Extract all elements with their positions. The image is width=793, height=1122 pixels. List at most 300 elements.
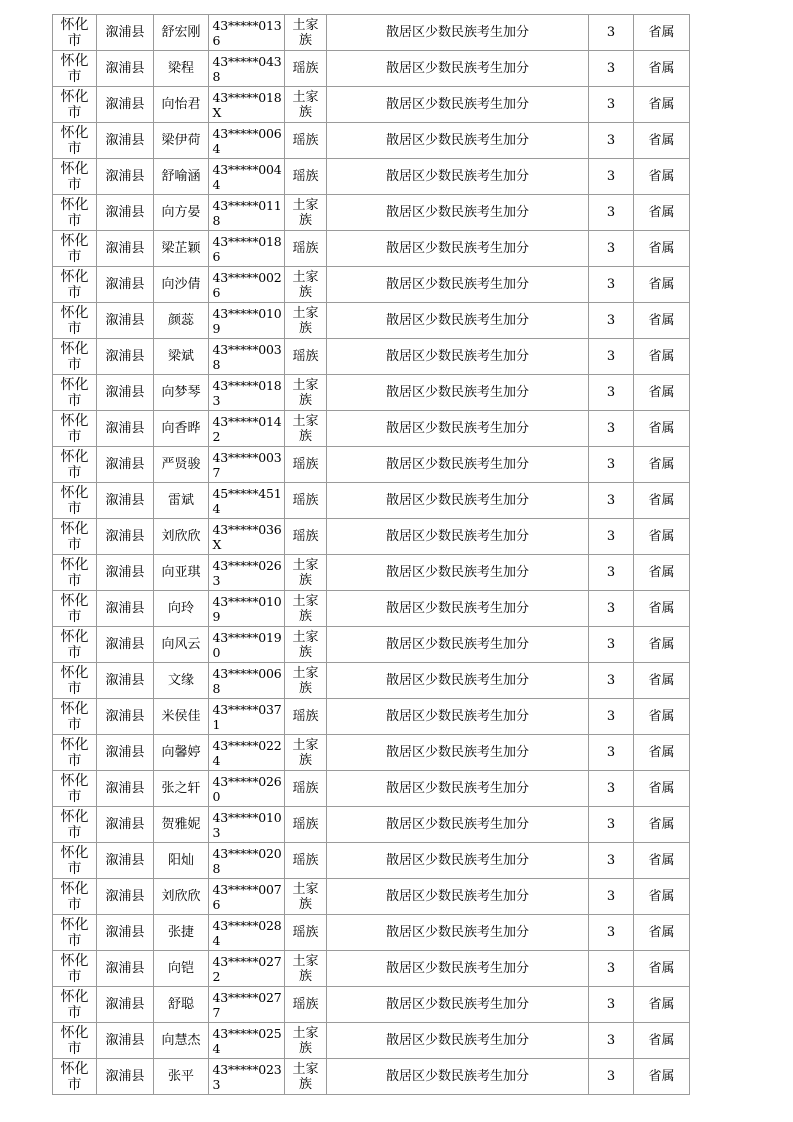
county-cell: 溆浦县 (97, 627, 154, 663)
reason-cell: 散居区少数民族考生加分 (327, 15, 589, 51)
id-number-cell-text: 43*****0371 (212, 701, 282, 732)
id-number-cell (209, 51, 285, 87)
points-cell: 3 (589, 735, 634, 771)
ethnicity-cell (285, 735, 327, 771)
id-number-cell (209, 807, 285, 843)
ethnicity-cell-text: 土家族 (292, 737, 319, 768)
county-cell: 溆浦县 (97, 159, 154, 195)
level-cell: 省属 (634, 699, 690, 735)
table-row (53, 339, 690, 375)
city-cell-text: 怀化市 (60, 665, 89, 697)
city-cell (53, 843, 97, 879)
table-row (53, 879, 690, 915)
name-cell: 向馨婷 (154, 735, 209, 771)
ethnicity-cell (285, 267, 327, 303)
id-number-cell (209, 771, 285, 807)
county-cell: 溆浦县 (97, 123, 154, 159)
table-row (53, 411, 690, 447)
city-cell-text: 怀化市 (60, 629, 89, 661)
points-cell: 3 (589, 699, 634, 735)
city-cell (53, 447, 97, 483)
county-cell: 溆浦县 (97, 699, 154, 735)
table-row (53, 591, 690, 627)
city-cell-text: 怀化市 (60, 449, 89, 481)
city-cell-text: 怀化市 (60, 17, 89, 49)
city-cell (53, 915, 97, 951)
ethnicity-cell (285, 807, 327, 843)
bonus-points-table (52, 14, 690, 1095)
points-cell: 3 (589, 447, 634, 483)
ethnicity-cell (285, 663, 327, 699)
id-number-cell-text: 43*****0044 (212, 161, 282, 192)
city-cell-text: 怀化市 (60, 269, 89, 301)
id-number-cell-text: 43*****0263 (212, 557, 282, 588)
points-cell: 3 (589, 87, 634, 123)
ethnicity-cell-text: 瑶族 (292, 817, 319, 832)
county-cell: 溆浦县 (97, 735, 154, 771)
table-row (53, 267, 690, 303)
id-number-cell (209, 483, 285, 519)
id-number-cell (209, 591, 285, 627)
city-cell (53, 771, 97, 807)
points-cell: 3 (589, 1023, 634, 1059)
city-cell-text: 怀化市 (60, 413, 89, 445)
table-row (53, 375, 690, 411)
city-cell-text: 怀化市 (60, 845, 89, 877)
level-cell: 省属 (634, 1023, 690, 1059)
ethnicity-cell (285, 15, 327, 51)
ethnicity-cell-text: 瑶族 (292, 529, 319, 544)
points-cell: 3 (589, 879, 634, 915)
ethnicity-cell-text: 土家族 (292, 1025, 319, 1056)
level-cell: 省属 (634, 231, 690, 267)
county-cell: 溆浦县 (97, 87, 154, 123)
ethnicity-cell-text: 瑶族 (292, 349, 319, 364)
points-cell: 3 (589, 915, 634, 951)
city-cell (53, 699, 97, 735)
reason-cell: 散居区少数民族考生加分 (327, 87, 589, 123)
name-cell: 梁斌 (154, 339, 209, 375)
ethnicity-cell (285, 51, 327, 87)
city-cell (53, 51, 97, 87)
city-cell-text: 怀化市 (60, 377, 89, 409)
ethnicity-cell (285, 159, 327, 195)
id-number-cell-text: 43*****0037 (212, 449, 282, 480)
id-number-cell (209, 447, 285, 483)
name-cell: 米侯佳 (154, 699, 209, 735)
city-cell (53, 231, 97, 267)
city-cell (53, 195, 97, 231)
table-row (53, 735, 690, 771)
name-cell: 向方晏 (154, 195, 209, 231)
city-cell-text: 怀化市 (60, 233, 89, 265)
county-cell: 溆浦县 (97, 51, 154, 87)
id-number-cell-text: 43*****0233 (212, 1061, 282, 1092)
id-number-cell-text: 43*****0224 (212, 737, 282, 768)
name-cell: 刘欣欣 (154, 879, 209, 915)
city-cell-text: 怀化市 (60, 161, 89, 193)
table-row (53, 231, 690, 267)
city-cell-text: 怀化市 (60, 701, 89, 733)
county-cell: 溆浦县 (97, 771, 154, 807)
reason-cell: 散居区少数民族考生加分 (327, 627, 589, 663)
name-cell: 向风云 (154, 627, 209, 663)
reason-cell: 散居区少数民族考生加分 (327, 555, 589, 591)
id-number-cell-text: 43*****0076 (212, 881, 282, 912)
ethnicity-cell-text: 土家族 (292, 89, 319, 120)
level-cell: 省属 (634, 735, 690, 771)
points-cell: 3 (589, 483, 634, 519)
level-cell: 省属 (634, 51, 690, 87)
points-cell: 3 (589, 51, 634, 87)
city-cell (53, 555, 97, 591)
points-cell: 3 (589, 987, 634, 1023)
level-cell: 省属 (634, 1059, 690, 1095)
id-number-cell (209, 555, 285, 591)
reason-cell: 散居区少数民族考生加分 (327, 1059, 589, 1095)
id-number-cell-text: 43*****0190 (212, 629, 282, 660)
id-number-cell-text: 43*****0260 (212, 773, 282, 804)
level-cell: 省属 (634, 591, 690, 627)
ethnicity-cell (285, 627, 327, 663)
ethnicity-cell (285, 1023, 327, 1059)
level-cell: 省属 (634, 663, 690, 699)
table-row (53, 195, 690, 231)
id-number-cell (209, 699, 285, 735)
id-number-cell (209, 627, 285, 663)
name-cell: 张之轩 (154, 771, 209, 807)
ethnicity-cell (285, 339, 327, 375)
city-cell-text: 怀化市 (60, 341, 89, 373)
city-cell-text: 怀化市 (60, 593, 89, 625)
id-number-cell (209, 1059, 285, 1095)
level-cell: 省属 (634, 123, 690, 159)
id-number-cell (209, 915, 285, 951)
ethnicity-cell (285, 195, 327, 231)
points-cell: 3 (589, 195, 634, 231)
id-number-cell-text: 43*****0186 (212, 233, 282, 264)
reason-cell: 散居区少数民族考生加分 (327, 591, 589, 627)
level-cell: 省属 (634, 195, 690, 231)
points-cell: 3 (589, 555, 634, 591)
id-number-cell (209, 123, 285, 159)
ethnicity-cell (285, 483, 327, 519)
city-cell (53, 951, 97, 987)
county-cell: 溆浦县 (97, 843, 154, 879)
reason-cell: 散居区少数民族考生加分 (327, 375, 589, 411)
ethnicity-cell-text: 瑶族 (292, 781, 319, 796)
table-row (53, 15, 690, 51)
name-cell: 梁程 (154, 51, 209, 87)
county-cell: 溆浦县 (97, 195, 154, 231)
city-cell (53, 339, 97, 375)
reason-cell: 散居区少数民族考生加分 (327, 411, 589, 447)
id-number-cell (209, 231, 285, 267)
ethnicity-cell (285, 123, 327, 159)
ethnicity-cell (285, 555, 327, 591)
name-cell: 向玲 (154, 591, 209, 627)
table-row (53, 771, 690, 807)
id-number-cell-text: 43*****0254 (212, 1025, 282, 1056)
reason-cell: 散居区少数民族考生加分 (327, 159, 589, 195)
name-cell: 舒宏刚 (154, 15, 209, 51)
city-cell-text: 怀化市 (60, 1025, 89, 1057)
id-number-cell (209, 339, 285, 375)
table-row (53, 51, 690, 87)
city-cell (53, 627, 97, 663)
county-cell: 溆浦县 (97, 591, 154, 627)
level-cell: 省属 (634, 915, 690, 951)
county-cell: 溆浦县 (97, 339, 154, 375)
level-cell: 省属 (634, 15, 690, 51)
city-cell (53, 411, 97, 447)
id-number-cell-text: 43*****0142 (212, 413, 282, 444)
ethnicity-cell-text: 土家族 (292, 305, 319, 336)
id-number-cell-text: 43*****0109 (212, 593, 282, 624)
reason-cell: 散居区少数民族考生加分 (327, 303, 589, 339)
ethnicity-cell-text: 土家族 (292, 1061, 319, 1092)
ethnicity-cell-text: 瑶族 (292, 169, 319, 184)
id-number-cell (209, 267, 285, 303)
id-number-cell-text: 43*****0208 (212, 845, 282, 876)
city-cell (53, 987, 97, 1023)
city-cell (53, 1023, 97, 1059)
ethnicity-cell-text: 瑶族 (292, 709, 319, 724)
county-cell: 溆浦县 (97, 231, 154, 267)
ethnicity-cell-text: 土家族 (292, 377, 319, 408)
table-row (53, 303, 690, 339)
ethnicity-cell-text: 土家族 (292, 269, 319, 300)
points-cell: 3 (589, 159, 634, 195)
id-number-cell (209, 159, 285, 195)
level-cell: 省属 (634, 159, 690, 195)
city-cell (53, 1059, 97, 1095)
ethnicity-cell-text: 土家族 (292, 629, 319, 660)
reason-cell: 散居区少数民族考生加分 (327, 231, 589, 267)
id-number-cell-text: 45*****4514 (212, 485, 282, 516)
name-cell: 向梦琴 (154, 375, 209, 411)
id-number-cell (209, 519, 285, 555)
city-cell-text: 怀化市 (60, 809, 89, 841)
city-cell (53, 483, 97, 519)
county-cell: 溆浦县 (97, 375, 154, 411)
level-cell: 省属 (634, 483, 690, 519)
level-cell: 省属 (634, 87, 690, 123)
ethnicity-cell (285, 231, 327, 267)
table-row (53, 123, 690, 159)
table-row (53, 87, 690, 123)
county-cell: 溆浦县 (97, 663, 154, 699)
table-row (53, 987, 690, 1023)
city-cell-text: 怀化市 (60, 881, 89, 913)
ethnicity-cell (285, 411, 327, 447)
points-cell: 3 (589, 843, 634, 879)
name-cell: 向慧杰 (154, 1023, 209, 1059)
reason-cell: 散居区少数民族考生加分 (327, 339, 589, 375)
ethnicity-cell (285, 951, 327, 987)
county-cell: 溆浦县 (97, 915, 154, 951)
id-number-cell-text: 43*****0183 (212, 377, 282, 408)
city-cell (53, 663, 97, 699)
level-cell: 省属 (634, 843, 690, 879)
id-number-cell (209, 195, 285, 231)
points-cell: 3 (589, 15, 634, 51)
table-row (53, 159, 690, 195)
ethnicity-cell (285, 699, 327, 735)
reason-cell: 散居区少数民族考生加分 (327, 951, 589, 987)
table-body (53, 15, 690, 1095)
county-cell: 溆浦县 (97, 807, 154, 843)
id-number-cell-text: 43*****0026 (212, 269, 282, 300)
city-cell (53, 15, 97, 51)
city-cell (53, 159, 97, 195)
level-cell: 省属 (634, 375, 690, 411)
city-cell-text: 怀化市 (60, 197, 89, 229)
county-cell: 溆浦县 (97, 987, 154, 1023)
ethnicity-cell-text: 瑶族 (292, 457, 319, 472)
city-cell-text: 怀化市 (60, 1061, 89, 1093)
ethnicity-cell-text: 瑶族 (292, 61, 319, 76)
name-cell: 梁伊荷 (154, 123, 209, 159)
ethnicity-cell-text: 土家族 (292, 197, 319, 228)
level-cell: 省属 (634, 987, 690, 1023)
ethnicity-cell (285, 87, 327, 123)
level-cell: 省属 (634, 519, 690, 555)
id-number-cell (209, 1023, 285, 1059)
id-number-cell-text: 43*****0272 (212, 953, 282, 984)
ethnicity-cell-text: 土家族 (292, 413, 319, 444)
reason-cell: 散居区少数民族考生加分 (327, 519, 589, 555)
points-cell: 3 (589, 951, 634, 987)
name-cell: 向铠 (154, 951, 209, 987)
name-cell: 文缘 (154, 663, 209, 699)
city-cell-text: 怀化市 (60, 89, 89, 121)
reason-cell: 散居区少数民族考生加分 (327, 267, 589, 303)
table-row (53, 699, 690, 735)
ethnicity-cell-text: 土家族 (292, 665, 319, 696)
id-number-cell (209, 15, 285, 51)
reason-cell: 散居区少数民族考生加分 (327, 879, 589, 915)
points-cell: 3 (589, 519, 634, 555)
id-number-cell-text: 43*****0109 (212, 305, 282, 336)
city-cell-text: 怀化市 (60, 773, 89, 805)
id-number-cell (209, 663, 285, 699)
id-number-cell-text: 43*****0136 (212, 17, 282, 48)
id-number-cell (209, 987, 285, 1023)
name-cell: 雷斌 (154, 483, 209, 519)
name-cell: 张捷 (154, 915, 209, 951)
id-number-cell-text: 43*****0038 (212, 341, 282, 372)
id-number-cell (209, 375, 285, 411)
id-number-cell-text: 43*****0068 (212, 665, 282, 696)
ethnicity-cell (285, 1059, 327, 1095)
id-number-cell (209, 735, 285, 771)
points-cell: 3 (589, 339, 634, 375)
name-cell: 舒聪 (154, 987, 209, 1023)
ethnicity-cell (285, 303, 327, 339)
table-row (53, 1059, 690, 1095)
id-number-cell-text: 43*****0118 (212, 197, 282, 228)
county-cell: 溆浦县 (97, 267, 154, 303)
ethnicity-cell-text: 瑶族 (292, 493, 319, 508)
table-row (53, 447, 690, 483)
city-cell (53, 123, 97, 159)
ethnicity-cell (285, 447, 327, 483)
ethnicity-cell (285, 375, 327, 411)
city-cell (53, 879, 97, 915)
city-cell-text: 怀化市 (60, 737, 89, 769)
reason-cell: 散居区少数民族考生加分 (327, 51, 589, 87)
ethnicity-cell-text: 土家族 (292, 881, 319, 912)
level-cell: 省属 (634, 555, 690, 591)
reason-cell: 散居区少数民族考生加分 (327, 663, 589, 699)
city-cell (53, 267, 97, 303)
county-cell: 溆浦县 (97, 1059, 154, 1095)
level-cell: 省属 (634, 879, 690, 915)
name-cell: 向怡君 (154, 87, 209, 123)
table-row (53, 483, 690, 519)
county-cell: 溆浦县 (97, 303, 154, 339)
level-cell: 省属 (634, 447, 690, 483)
ethnicity-cell-text: 土家族 (292, 593, 319, 624)
ethnicity-cell (285, 591, 327, 627)
id-number-cell-text: 43*****0103 (212, 809, 282, 840)
city-cell (53, 735, 97, 771)
city-cell-text: 怀化市 (60, 917, 89, 949)
city-cell (53, 807, 97, 843)
reason-cell: 散居区少数民族考生加分 (327, 447, 589, 483)
ethnicity-cell-text: 瑶族 (292, 133, 319, 148)
county-cell: 溆浦县 (97, 15, 154, 51)
reason-cell: 散居区少数民族考生加分 (327, 807, 589, 843)
table-row (53, 519, 690, 555)
ethnicity-cell (285, 879, 327, 915)
county-cell: 溆浦县 (97, 519, 154, 555)
reason-cell: 散居区少数民族考生加分 (327, 771, 589, 807)
ethnicity-cell (285, 987, 327, 1023)
points-cell: 3 (589, 627, 634, 663)
id-number-cell-text: 43*****0277 (212, 989, 282, 1020)
name-cell: 刘欣欣 (154, 519, 209, 555)
table-row (53, 951, 690, 987)
points-cell: 3 (589, 663, 634, 699)
county-cell: 溆浦县 (97, 951, 154, 987)
ethnicity-cell-text: 土家族 (292, 557, 319, 588)
points-cell: 3 (589, 807, 634, 843)
name-cell: 舒喻涵 (154, 159, 209, 195)
reason-cell: 散居区少数民族考生加分 (327, 843, 589, 879)
id-number-cell-text: 43*****0438 (212, 53, 282, 84)
level-cell: 省属 (634, 411, 690, 447)
ethnicity-cell-text: 瑶族 (292, 997, 319, 1012)
city-cell-text: 怀化市 (60, 485, 89, 517)
county-cell: 溆浦县 (97, 483, 154, 519)
points-cell: 3 (589, 267, 634, 303)
name-cell: 向沙倩 (154, 267, 209, 303)
points-cell: 3 (589, 231, 634, 267)
name-cell: 向香晔 (154, 411, 209, 447)
table-row (53, 915, 690, 951)
county-cell: 溆浦县 (97, 555, 154, 591)
points-cell: 3 (589, 375, 634, 411)
level-cell: 省属 (634, 807, 690, 843)
reason-cell: 散居区少数民族考生加分 (327, 987, 589, 1023)
name-cell: 贺雅妮 (154, 807, 209, 843)
city-cell (53, 591, 97, 627)
level-cell: 省属 (634, 771, 690, 807)
id-number-cell (209, 87, 285, 123)
reason-cell: 散居区少数民族考生加分 (327, 195, 589, 231)
